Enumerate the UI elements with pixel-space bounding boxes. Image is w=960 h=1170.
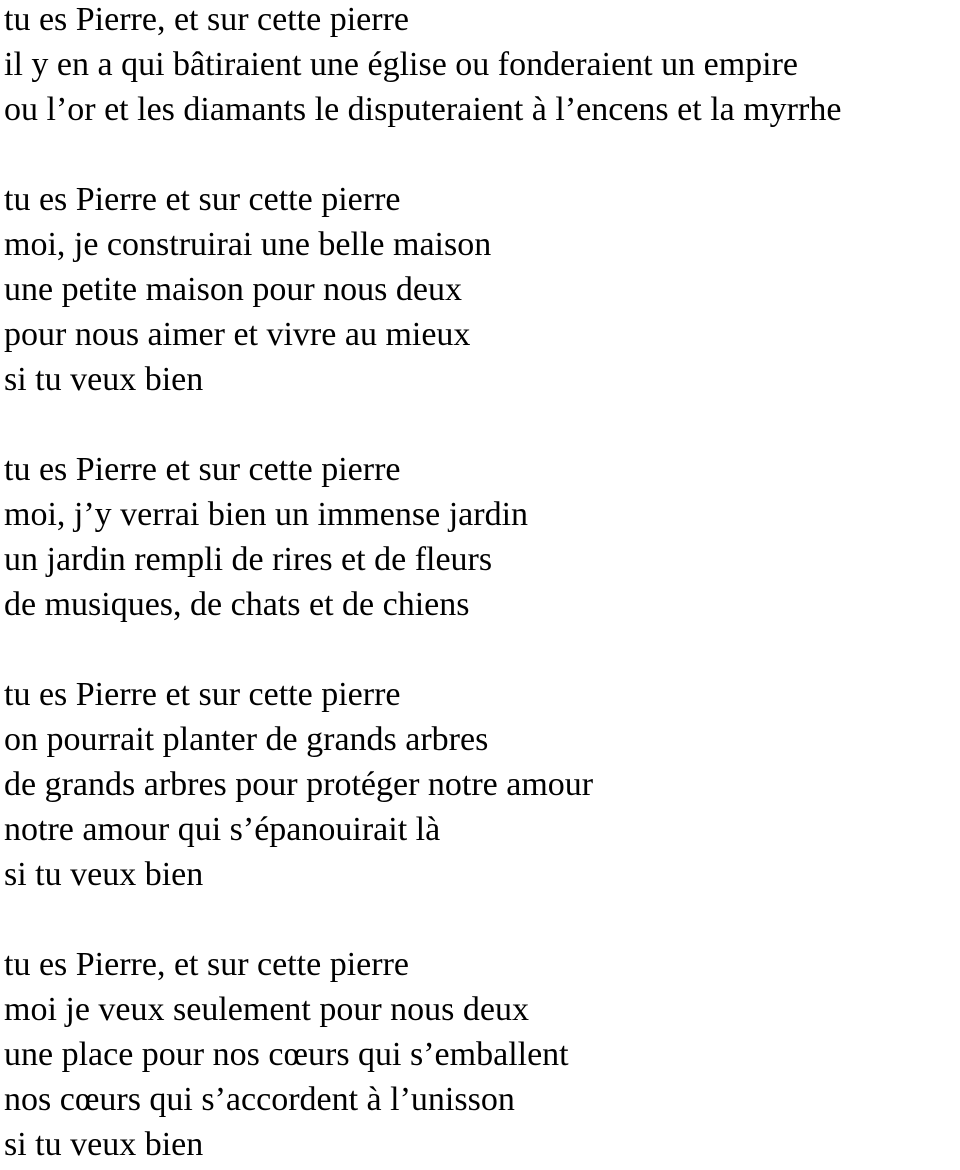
poem-line: notre amour qui s’épanouirait là [4,811,441,848]
poem-line: si tu veux bien [4,856,204,893]
stanza-5 [4,945,956,1170]
stanza-gap [4,405,956,450]
stanza-1 [4,0,956,135]
stanza-gap [4,630,956,675]
poem-line: si tu veux bien [4,1126,204,1163]
poem-line: moi, je construirai une belle maison [4,226,492,263]
poem-line: de grands arbres pour protéger notre amour [4,766,594,803]
poem-line: tu es Pierre et sur cette pierre [4,451,401,488]
poem-line: un jardin rempli de rires et de fleurs [4,541,493,578]
poem-line: de musiques, de chats et de chiens [4,586,470,623]
poem-line: ou l’or et les diamants le disputeraient à l’encens et la myrrhe [4,91,842,128]
poem-line: tu es Pierre et sur cette pierre [4,181,401,218]
stanza-4 [4,675,956,900]
poem-line: nos cœurs qui s’accordent à l’unisson [4,1081,515,1118]
stanza-gap [4,900,956,945]
stanza-gap [4,135,956,180]
poem-line: tu es Pierre, et sur cette pierre [4,1,409,38]
poem-line: une petite maison pour nous deux [4,271,462,308]
poem-line: il y en a qui bâtiraient une église ou fonderaient un empire [4,46,799,83]
poem-line: on pourrait planter de grands arbres [4,721,489,758]
poem-line: une place pour nos cœurs qui s’emballent [4,1036,569,1073]
poem-line: tu es Pierre et sur cette pierre [4,676,401,713]
poem-line: tu es Pierre, et sur cette pierre [4,946,409,983]
stanza-3 [4,450,956,630]
stanza-2 [4,180,956,405]
poem-line: pour nous aimer et vivre au mieux [4,316,471,353]
poem-line: moi, j’y verrai bien un immense jardin [4,496,529,533]
poem-line: moi je veux seulement pour nous deux [4,991,530,1028]
poem-text [4,0,956,1170]
poem-line: si tu veux bien [4,361,204,398]
